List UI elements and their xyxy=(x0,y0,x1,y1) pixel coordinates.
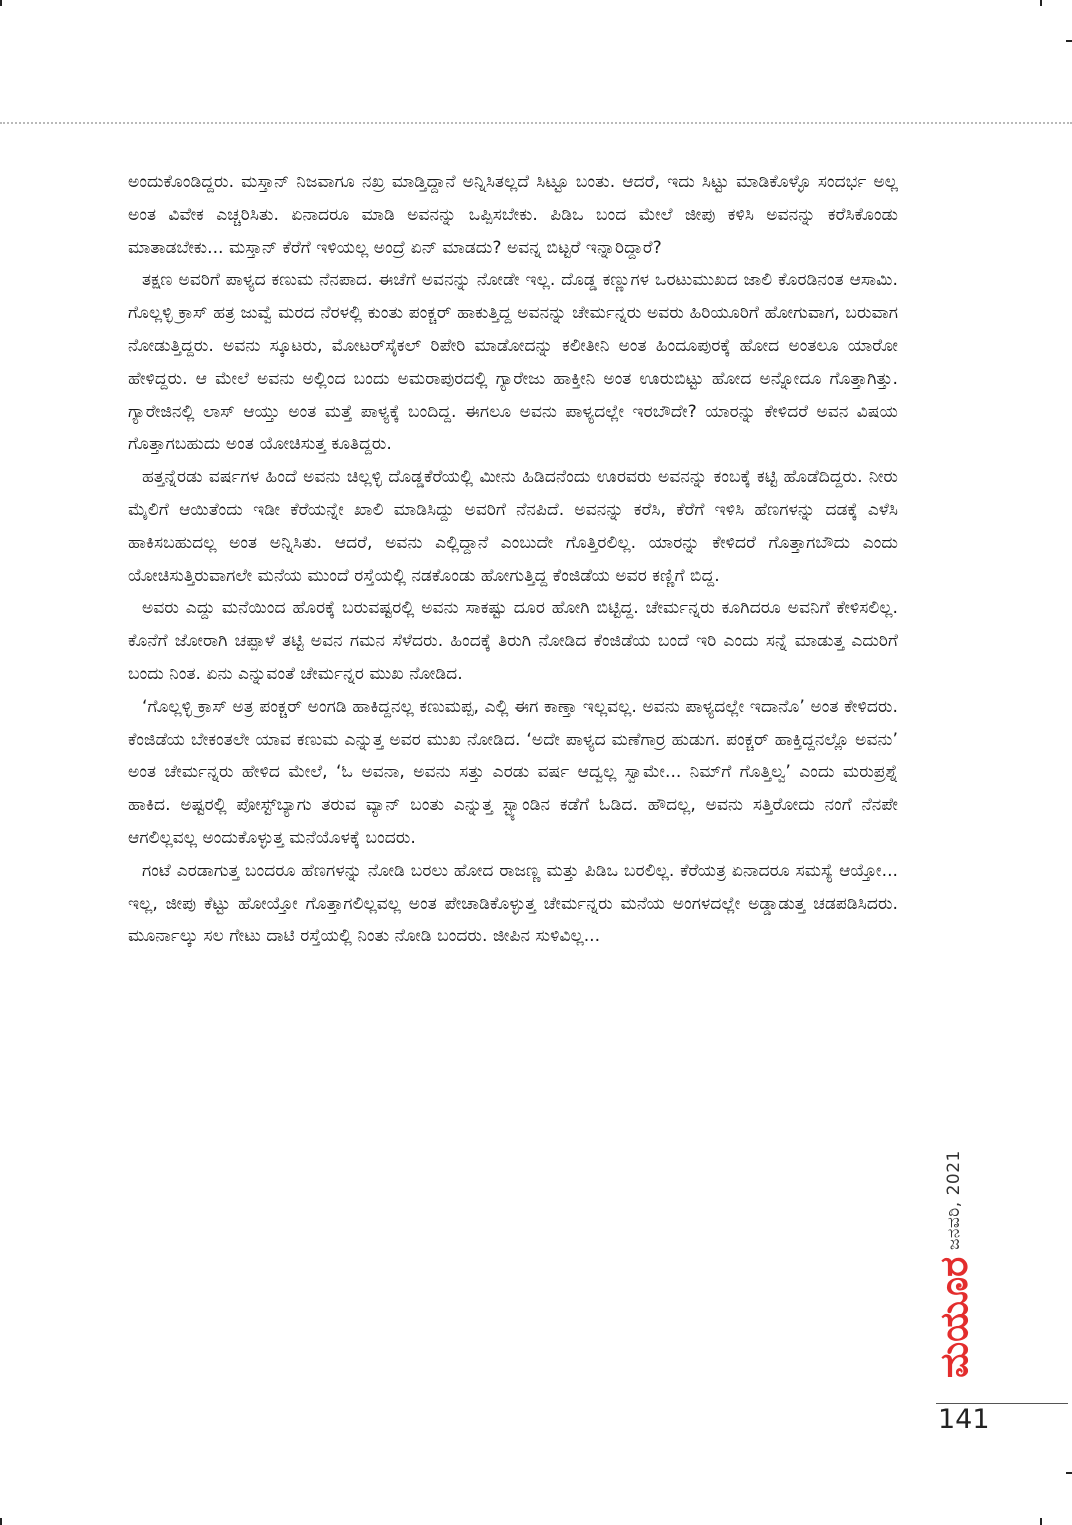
paragraph: ಹತ್ತನ್ನೆರಡು ವರ್ಷಗಳ ಹಿಂದೆ ಅವನು ಚಿಲ್ಲಳ್ಳಿ ದೊಡ್ಡಕೆರೆಯಲ್ಲಿ ಮೀನು ಹಿಡಿದನೆಂದು ಊರವರು ಅವನನ್ನು ಕಂಬಕ್ಕೆ ಕಟ್ಟಿ ಹೊಡೆದಿದ್ದರು. ನೀರು ಮೈಲಿಗೆ ಆಯಿತೆಂದು ಇಡೀ ಕೆರೆಯನ್ನೇ ಖಾಲಿ ಮಾಡಿಸಿದ್ದು ಅವರಿಗೆ ನೆನಪಿದೆ. ಅವನನ್ನು ಕರೆಸಿ, ಕೆರೆಗೆ ಇಳಿಸಿ ಹೆಣಗಳನ್ನು ದಡಕ್ಕೆ ಎಳೆಸಿ ಹಾಕಿಸಬಹುದಲ್ಲ ಅಂತ ಅನ್ನಿಸಿತು. ಆದರೆ, ಅವನು ಎಲ್ಲಿದ್ದಾನೆ ಎಂಬುದೇ ಗೊತ್ತಿರಲಿಲ್ಲ. ಯಾರನ್ನು ಕೇಳಿದರೆ ಗೊತ್ತಾಗಬೌದು ಎಂದು ಯೋಚಿಸುತ್ತಿರುವಾಗಲೇ ಮನೆಯ ಮುಂದೆ ರಸ್ತೆಯಲ್ಲಿ ನಡಕೊಂಡು ಹೋಗುತ್ತಿದ್ದ ಕೆಂಜಿಡೆಯ ಅವರ ಕಣ್ಣಿಗೆ ಬಿದ್ದ. xyxy=(128,467,898,586)
dotted-separator xyxy=(0,122,1072,124)
paragraph: ತಕ್ಷಣ ಅವರಿಗೆ ಪಾಳ್ಯದ ಕಣುಮ ನೆನಪಾದ. ಈಚೆಗೆ ಅವನನ್ನು ನೋಡೇ ಇಲ್ಲ. ದೊಡ್ಡ ಕಣ್ಣುಗಳ ಒರಟುಮುಖದ ಜಾಲಿ ಕೊರಡಿನಂತ ಆಸಾಮಿ. ಗೊಲ್ಲಳ್ಳಿ ಕ್ರಾಸ್ ಹತ್ರ ಜುವ್ವೆ ಮರದ ನೆರಳಲ್ಲಿ ಕುಂತು ಪಂಕ್ಚರ್ ಹಾಕುತ್ತಿದ್ದ ಅವನನ್ನು ಚೇರ್ಮನ್ನರು ಅವರು ಹಿರಿಯೂರಿಗೆ ಹೋಗುವಾಗ, ಬರುವಾಗ ನೋಡುತ್ತಿದ್ದರು. ಅವನು ಸ್ಕೂಟರು, ಮೋಟರ್‌ಸೈಕಲ್ ರಿಪೇರಿ ಮಾಡೋದನ್ನು ಕಲೀತೀನಿ ಅಂತ ಹಿಂದೂಪುರಕ್ಕೆ ಹೋದ ಅಂತಲೂ ಯಾರೋ ಹೇಳಿದ್ದರು. ಆ ಮೇಲೆ ಅವನು ಅಲ್ಲಿಂದ ಬಂದು ಅಮರಾಪುರದಲ್ಲಿ ಗ್ಯಾರೇಜು ಹಾಕ್ತೀನಿ ಅಂತ ಊರುಬಿಟ್ಟು ಹೋದ ಅನ್ನೋದೂ ಗೊತ್ತಾಗಿತ್ತು. ಗ್ಯಾರೇಜಿನಲ್ಲಿ ಲಾಸ್ ಆಯ್ತು ಅಂತ ಮತ್ತೆ ಪಾಳ್ಯಕ್ಕೆ ಬಂದಿದ್ದ. ಈಗಲೂ ಅವನು ಪಾಳ್ಯದಲ್ಲೇ ಇರಬೌದೇ? ಯಾರನ್ನು ಕೇಳಿದರೆ ಅವನ ವಿಷಯ ಗೊತ್ತಾಗಬಹುದು ಅಂತ ಯೋಚಿಸುತ್ತ ಕೂತಿದ್ದರು. xyxy=(128,270,898,455)
paragraph: ಗಂಟೆ ಎರಡಾಗುತ್ತ ಬಂದರೂ ಹೆಣಗಳನ್ನು ನೋಡಿ ಬರಲು ಹೋದ ರಾಜಣ್ಣ ಮತ್ತು ಪಿಡಿಒ ಬರಲಿಲ್ಲ. ಕೆರೆಯತ್ರ ಏನಾದರೂ ಸಮಸ್ಯೆ ಆಯ್ತೋ... ಇಲ್ಲ, ಜೀಪು ಕೆಟ್ಟು ಹೋಯ್ತೋ ಗೊತ್ತಾಗಲಿಲ್ಲವಲ್ಲ ಅಂತ ಪೇಚಾಡಿಕೊಳ್ಳುತ್ತ ಚೇರ್ಮನ್ನರು ಮನೆಯ ಅಂಗಳದಲ್ಲೇ ಅಡ್ಡಾಡುತ್ತ ಚಡಪಡಿಸಿದರು. ಮೂರ್ನಾಲ್ಕು ಸಲ ಗೇಟು ದಾಟಿ ರಸ್ತೆಯಲ್ಲಿ ನಿಂತು ನೋಡಿ ಬಂದರು. ಜೀಪಿನ ಸುಳಿವಿಲ್ಲ... xyxy=(128,860,898,947)
article-body xyxy=(128,166,898,953)
crop-mark-right-lower xyxy=(1066,1472,1072,1474)
crop-mark-top-right xyxy=(1040,0,1042,6)
crop-mark-bottom-right xyxy=(1040,1518,1042,1525)
paragraph: ‘ಗೊಲ್ಲಳ್ಳಿ ಕ್ರಾಸ್ ಅತ್ರ ಪಂಕ್ಚರ್ ಅಂಗಡಿ ಹಾಕಿದ್ದನಲ್ಲ ಕಣುಮಪ್ಪ, ಎಲ್ಲಿ ಈಗ ಕಾಣ್ತಾ ಇಲ್ಲವಲ್ಲ. ಅವನು ಪಾಳ್ಯದಲ್ಲೇ ಇದಾನೊ’ ಅಂತ ಕೇಳಿದರು. ಕೆಂಜಿಡೆಯ ಬೇಕಂತಲೇ ಯಾವ ಕಣುಮ ಎನ್ನುತ್ತ ಅವರ ಮುಖ ನೋಡಿದ. ‘ಅದೇ ಪಾಳ್ಯದ ಮಣೆಗಾರ್ರ ಹುಡುಗ. ಪಂಕ್ಚರ್ ಹಾಕ್ತಿದ್ದನಲ್ಲೊ ಅವನು’ ಅಂತ ಚೇರ್ಮನ್ನರು ಹೇಳಿದ ಮೇಲೆ, ‘ಓ ಅವನಾ, ಅವನು ಸತ್ತು ಎರಡು ವರ್ಷ ಆದ್ವಲ್ಲ ಸ್ವಾಮೇ... ನಿಮ್‌ಗೆ ಗೊತ್ತಿಲ್ವ’ ಎಂದು ಮರುಪ್ರಶ್ನೆ ಹಾಕಿದ. ಅಷ್ಟರಲ್ಲಿ ಪೋಸ್ಟ್‌ಬ್ಯಾಗು ತರುವ ವ್ಯಾನ್ ಬಂತು ಎನ್ನುತ್ತ ಸ್ಟ್ಯಾಂಡಿನ ಕಡೆಗೆ ಓಡಿದ. ಹೌದಲ್ಲ, ಅವನು ಸತ್ತಿರೋದು ನಂಗೆ ನೆನಪೇ ಆಗಲಿಲ್ಲವಲ್ಲ ಅಂದುಕೊಳ್ಳುತ್ತ ಮನೆಯೊಳಕ್ಕೆ ಬಂದರು. xyxy=(128,696,898,848)
page-number: 141 xyxy=(938,1404,990,1435)
crop-mark-top-left xyxy=(0,0,2,6)
issue-date-text: ಜನವರಿ, 2021 xyxy=(944,1150,964,1250)
magazine-logo xyxy=(926,1258,974,1378)
crop-mark-right-upper xyxy=(1066,40,1072,42)
paragraph: ಅವರು ಎದ್ದು ಮನೆಯಿಂದ ಹೊರಕ್ಕೆ ಬರುವಷ್ಟರಲ್ಲಿ ಅವನು ಸಾಕಷ್ಟು ದೂರ ಹೋಗಿ ಬಿಟ್ಟಿದ್ದ. ಚೇರ್ಮನ್ನರು ಕೂಗಿದರೂ ಅವನಿಗೆ ಕೇಳಿಸಲಿಲ್ಲ. ಕೊನೆಗೆ ಜೋರಾಗಿ ಚಪ್ಪಾಳೆ ತಟ್ಟಿ ಅವನ ಗಮನ ಸೆಳೆದರು. ಹಿಂದಕ್ಕೆ ತಿರುಗಿ ನೋಡಿದ ಕೆಂಜಿಡೆಯ ಬಂದೆ ಇರಿ ಎಂದು ಸನ್ನೆ ಮಾಡುತ್ತ ಎದುರಿಗೆ ಬಂದು ನಿಂತ. ಏನು ಎನ್ನುವಂತೆ ಚೇರ್ಮನ್ನರ ಮುಖ ನೋಡಿದ. xyxy=(128,598,898,684)
paragraph: ಅಂದುಕೊಂಡಿದ್ದರು. ಮಸ್ತಾನ್ ನಿಜವಾಗೂ ನಖ್ರ ಮಾಡ್ತಿದ್ದಾನೆ ಅನ್ನಿಸಿತಲ್ಲದೆ ಸಿಟ್ಟೂ ಬಂತು. ಆದರೆ, ಇದು ಸಿಟ್ಟು ಮಾಡಿಕೊಳ್ಳೊ ಸಂದರ್ಭ ಅಲ್ಲ ಅಂತ ವಿವೇಕ ಎಚ್ಚರಿಸಿತು. ಏನಾದರೂ ಮಾಡಿ ಅವನನ್ನು ಒಪ್ಪಿಸಬೇಕು. ಪಿಡಿಒ ಬಂದ ಮೇಲೆ ಜೀಪು ಕಳಿಸಿ ಅವನನ್ನು ಕರೆಸಿಕೊಂಡು ಮಾತಾಡಬೇಕು... ಮಸ್ತಾನ್ ಕೆರೆಗೆ ಇಳಿಯಲ್ಲ ಅಂದ್ರೆ ಏನ್ ಮಾಡದು? ಅವನ್ನ ಬಿಟ್ಟರೆ ಇನ್ನಾರಿದ್ದಾರೆ? xyxy=(128,172,898,258)
magazine-logo-text: ಮಯೂರ xyxy=(932,1256,976,1378)
crop-mark-bottom-left xyxy=(0,1518,2,1525)
issue-date xyxy=(944,1100,974,1250)
